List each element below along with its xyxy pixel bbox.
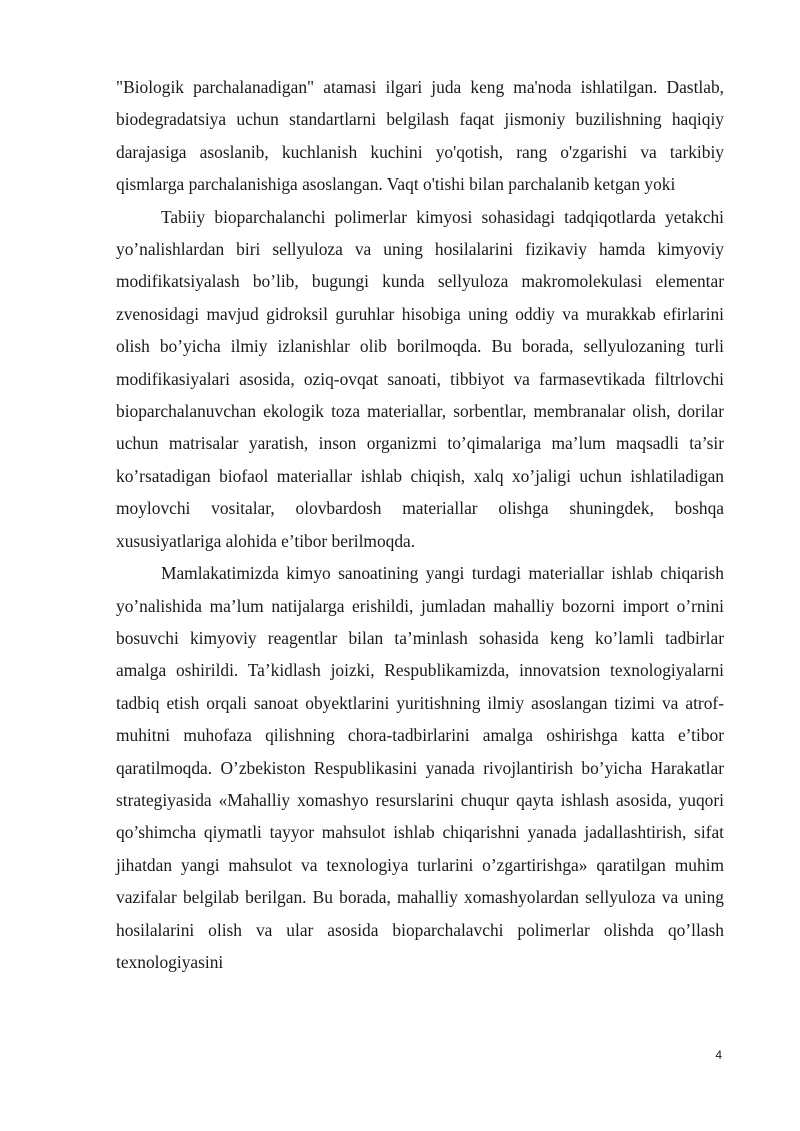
page-number: 4 xyxy=(715,1048,722,1062)
body-text xyxy=(116,71,724,978)
paragraph-chemical-industry: Mamlakatimizda kimyo sanoatining yangi turdagi materiallar ishlab chiqarish yo’nalishida ma’lum natijalarga erishildi, jumladan mahalliy bozorni import o’rnini bosuvchi kimyoviy reagentlar bilan ta’minlash sohasida keng ko’lamli tadbirlar amalga oshirildi. Ta’kidlash joizki, Respublikamizda, innovatsion texnologiyalarni tadbiq etish orqali sanoat obyektlarini yuritishning ilmiy asoslangan tizimi va atrof-muhitni muhofaza qilishning chora-tadbirlarini amalga oshirishga katta e’tibor qaratilmoqda. O’zbekiston Respublikasini yanada rivojlantirish bo’yicha Harakatlar strategiyasida «Mahalliy xomashyo resurslarini chuqur qayta ishlash asosida, yuqori qo’shimcha qiymatli tayyor mahsulot ishlab chiqarishni yanada jadallashtirish, sifat jihatdan yangi mahsulot va texnologiya turlarini o’zgartirishga» qaratilgan muhim vazifalar belgilab berilgan. Bu borada, mahalliy xomashyolardan sellyuloza va uning hosilalarini olish va ular asosida bioparchalavchi polimerlar olishda qo’llash texnologiyasini xyxy=(116,563,724,972)
paragraph-cellulose-research: Tabiiy bioparchalanchi polimerlar kimyosi sohasidagi tadqiqotlarda yetakchi yo’nalishlardan biri sellyuloza va uning hosilalarini fizikaviy hamda kimyoviy modifikatsiyalash bo’lib, bugungi kunda sellyuloza makromolekulasi elementar zvenosidagi mavjud gidroksil guruhlar hisobiga uning oddiy va murakkab efirlarini olish bo’yicha ilmiy izlanishlar olib borilmoqda. Bu borada, sellyulozaning turli modifikasiyalari asosida, oziq-ovqat sanoati, tibbiyot va farmasevtikada filtrlovchi bioparchalanuvchan ekologik toza materiallar, sorbentlar, membranalar olish, dorilar uchun matrisalar yaratish, inson organizmi to’qimalariga ma’lum maqsadli ta’sir ko’rsatadigan biofaol materiallar ishlab chiqish, xalq xo’jaligi uchun ishlatiladigan moylovchi vositalar, olovbardosh materiallar olishga shuningdek, boshqa xususiyatlariga alohida e’tibor berilmoqda. xyxy=(116,206,724,551)
paragraph-biodegradable-term: "Biologik parchalanadigan" atamasi ilgari juda keng ma'noda ishlatilgan. Dastlab, biodegradatsiya uchun standartlarni belgilash faqat jismoniy buzilishning haqiqiy darajasiga asoslanib, kuchlanish kuchini yo'qotish, rang o'zgarishi va tarkibiy qismlarga parchalanishiga asoslangan. Vaqt o'tishi bilan parchalanib ketgan yoki xyxy=(116,77,724,195)
